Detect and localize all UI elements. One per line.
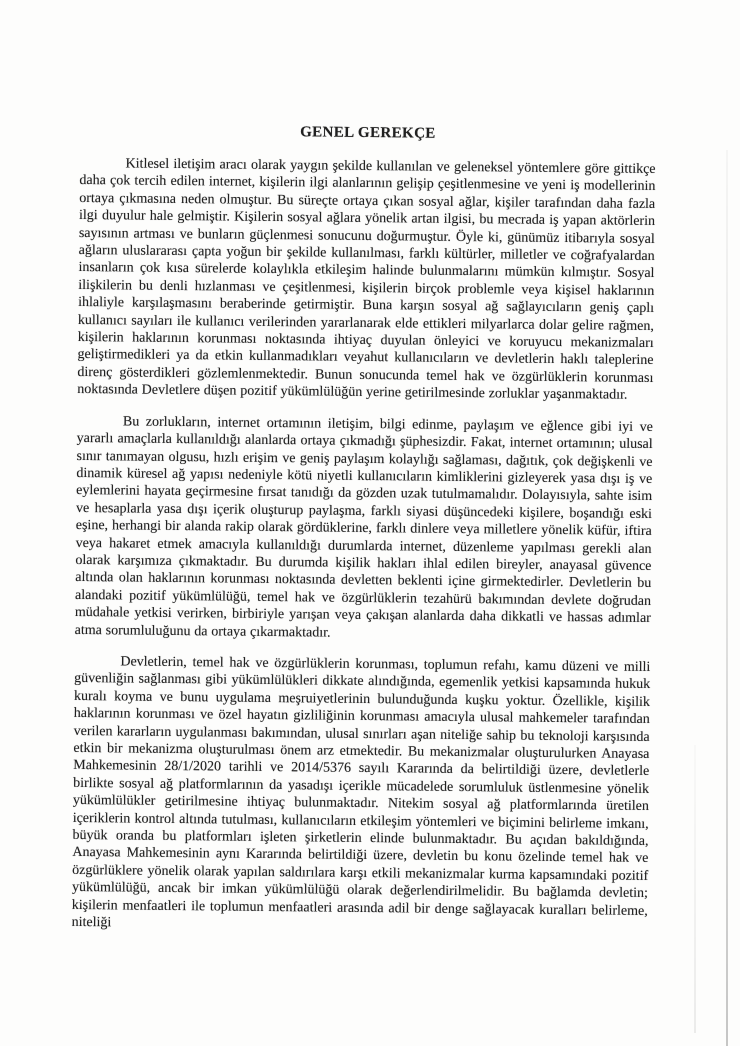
paragraph: Devletlerin, temel hak ve özgürlüklerin korunması, toplumun refahı, kamu düzeni ve milli güvenliğin sağlanması gibi yükümlülükleri dikkate alındığında, egemenlik yetkisi kapsamında hukuk kuralı koyma ve bunu uygulama meşruiyetlerinin bulunduğunda kuşku yoktur. Özellikle, kişilik haklarının korunması ve özel hayatın gizliliğinin korunması amacıyla ulusal mahkemeler tarafından verilen kararların uygulanması bakımından, ulusal sınırları aşan niteliğe sahip bu teknoloji karşısında etkin bir mekanizma oluşturulması önem arz etmektedir. Bu mekanizmalar oluşturulurken Anayasa Mahkemesinin 28/1/2020 tarihli ve 2014/5376 sayılı Kararında da belirtildiği üzere, devletlerle birlikte sosyal ağ platformlarının da yasadışı içerikle mücadelede sorumluluk üstlenmesine yönelik yükümlülükler getirilmesine ihtiyaç bulunmaktadır. Nitekim sosyal ağ platformlarında üretilen içeriklerin kontrol altında tutulması, kullanıcıların etkileşim yöntemleri ve biçimini belirleme imkanı, büyük oranda bu platformları işleten şirketlerin elinde bulunmaktadır. Bu açıdan bakıldığında, Anayasa Mahkemesinin aynı Kararında belirtildiği üzere, devletin bu konu özelinde temel hak ve özgürlüklere yönelik olarak yapılan saldırılara karşı etkili mekanizmalar kurma kapsamındaki pozitif yükümlülüğü, ancak bir imkan yükümlülüğü olarak değerlendirilmelidir. Bu bağlamda devletin; kişilerin menfaatleri ile toplumun menfaatleri arasında adil bir denge sağlayacak kuralları belirleme, niteliği bbox=[71, 654, 651, 931]
page-title: GENEL GEREKÇE bbox=[300, 124, 436, 142]
document-text-block bbox=[71, 122, 656, 951]
scan-artifact-line-inner bbox=[694, 745, 696, 1033]
paragraph: Kitlesel iletişim aracı olarak yaygın şekilde kullanılan ve geleneksel yöntemlere göre gittikçe daha çok tercih edilen internet, kişilerin ilgi alanlarının gelişip çeşitlenmesine ve yeni iş modellerinin ortaya çıkmasına neden olmuştur. Bu süreçte ortaya çıkan sosyal ağlar, kişiler tarafından daha fazla ilgi duyulur hale gelmiştir. Kişilerin sosyal ağlara yönelik artan ilgisi, bu mecrada iş yapan aktörlerin sayısının artması ve bunların güçlenmesi sonucunu doğurmuştur. Öyle ki, günümüz itibarıyla sosyal ağların uluslararası çapta yoğun bir şekilde kullanılması, farklı kültürler, milletler ve coğrafyalardan insanların çok kısa sürelerde kolaylıkla etkileşim halinde bulunmalarını mümkün kılmıştır. Sosyal ilişkilerin bu denli hızlanması ve çeşitlenmesi, kişilerin birçok problemle veya kişisel haklarının ihlaliyle karşılaşmasını beraberinde getirmiştir. Buna karşın sosyal ağ sağlayıcıların geniş çaplı kullanıcı sayıları ile kullanıcı verilerinden yararlanarak elde ettikleri milyarlarca dolar gelire rağmen, kişilerin haklarının korunması noktasında ihtiyaç duyulan önleyici ve koruyucu mekanizmaları geliştirmedikleri ya da etkin kullanmadıkları veyahut kullanıcıların ve devletlerin haklı taleplerine direnç gösterdikleri gözlemlenmektedir. Bunun sonucunda temel hak ve özgürlüklerin korunması noktasında Devletlere düşen pozitif yükümlülüğün yerine getirilmesinde zorluklar yaşanmaktadır. bbox=[77, 156, 656, 403]
paragraph: Bu zorlukların, internet ortamının iletişim, bilgi edinme, paylaşım ve eğlence gibi iyi ve yararlı amaçlarla kullanıldığı alanlarda ortaya çıkmadığı şüphesizdir. Fakat, internet ortamının; ulusal sınır tanımayan olgusu, hızlı erişim ve geniş paylaşım kolaylığı sağlaması, dağıtık, çok değişkenli ve dinamik küresel ağ yapısı nedeniyle kötü niyetli kullanıcıların kimliklerini gizleyerek yasa dışı iş ve eylemlerini hayata geçirmesine fırsat tanıdığı da gözden uzak tutulmamalıdır. Dolayısıyla, sahte isim ve hesaplarla yasa dışı içerik oluşturup paylaşma, farklı siyasi düşüncedeki kişilere, boşandığı eski eşine, herhangi bir alanda rakip olarak gördüklerine, farklı dinlere veya milletlere yönelik küfür, iftira veya hakaret etmek amacıyla kullanıldığı durumlarda internet, düzenleme yapılması gerekli alan olarak karşımıza çıkmaktadır. Bu durumda kişilik hakları ihlal edilen bireyler, anayasal güvence altında olan haklarının korunması noktasında devletten beklenti içine girmektedirler. Devletlerin bu alandaki pozitif yükümlülüğü, temel hak ve özgürlüklerin tezahürü bakımından devlete doğrudan müdahale yetkisi verirken, birbiriyle yarışan veya çakışan alanlarda daha dikkatli ve hassas adımlar atma sorumluluğunu da ortaya çıkarmaktadır. bbox=[74, 414, 653, 641]
scan-artifact-line-right bbox=[726, 150, 728, 1046]
